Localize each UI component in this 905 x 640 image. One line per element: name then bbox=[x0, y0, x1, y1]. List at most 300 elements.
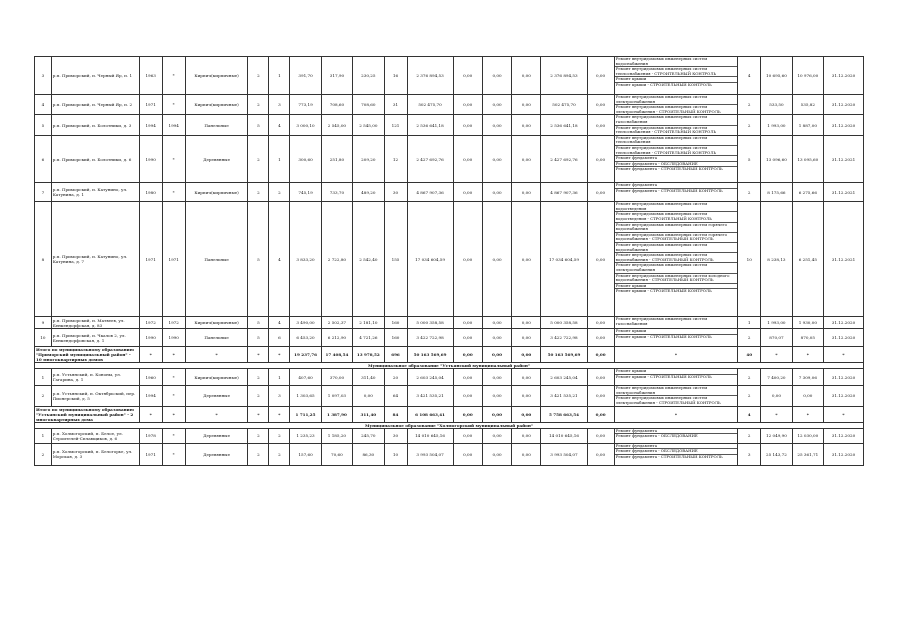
table-cell: 31.12.2021 bbox=[824, 135, 864, 183]
total-cell: 4 bbox=[738, 406, 761, 422]
table-cell: 1 930,00 bbox=[792, 317, 823, 329]
table-cell: 3 833,20 bbox=[290, 202, 321, 317]
rows-group-b bbox=[35, 317, 864, 347]
table-cell: 0,00 bbox=[512, 57, 541, 95]
table-cell: 1 235,23 bbox=[290, 428, 321, 443]
work-item: Ремонт внутридомовых инженерных систем водоснабжения bbox=[615, 243, 738, 253]
table-cell: 31.12.2020 bbox=[824, 317, 864, 329]
total-cell: * bbox=[614, 406, 738, 422]
row-number-cell: 3 bbox=[35, 57, 52, 95]
works-list bbox=[614, 202, 738, 317]
table-cell: 2 bbox=[738, 329, 761, 347]
address-cell: р.п. Приморский, п. Катунино, ул. Катунина, д. 7 bbox=[51, 202, 139, 317]
table-cell: 14 010 645,16 bbox=[407, 428, 453, 443]
table-cell: 0,00 bbox=[587, 317, 614, 329]
table-cell: 1971 bbox=[162, 202, 185, 317]
table-cell: 0,00 bbox=[453, 428, 482, 443]
table-cell: 1994 bbox=[139, 115, 162, 135]
table-cell: 0,00 bbox=[587, 115, 614, 135]
total-cell: 13 978,52 bbox=[353, 347, 384, 363]
row-number-cell: 2 bbox=[35, 386, 52, 406]
table-cell: 1 097,03 bbox=[321, 386, 352, 406]
table-cell: 3 490,00 bbox=[290, 317, 321, 329]
table-cell: * bbox=[162, 183, 185, 202]
table-cell: Кирпич(кирпичные) bbox=[185, 369, 248, 386]
table-cell: 0,00 bbox=[482, 115, 511, 135]
table-cell: 5 bbox=[248, 329, 269, 347]
table-cell: 0,00 bbox=[482, 95, 511, 115]
table-cell: 31.12.2020 bbox=[824, 386, 864, 406]
table-cell: 1963 bbox=[139, 57, 162, 95]
total-cell: 0,00 bbox=[453, 406, 482, 422]
table-cell: 31.12.2020 bbox=[824, 428, 864, 443]
table-cell: 2 502,37 bbox=[321, 317, 352, 329]
table-cell: 0,00 bbox=[512, 386, 541, 406]
table-cell: 3 bbox=[269, 95, 290, 115]
table-cell: 489,20 bbox=[353, 183, 384, 202]
table-cell: 0,00 bbox=[453, 115, 482, 135]
table-cell: 4 721,26 bbox=[353, 329, 384, 347]
table-row bbox=[35, 443, 864, 466]
address-cell: р.п. Приморский, п. Болотники, д. 3 bbox=[51, 115, 139, 135]
table-cell: 2 bbox=[248, 443, 269, 466]
table-cell: 0,00 bbox=[482, 369, 511, 386]
table-cell: 2 bbox=[738, 386, 761, 406]
table-cell: 0,00 bbox=[587, 202, 614, 317]
work-item: Ремонт внутридомовых инженерных систем теплоснабжения - СТРОИТЕЛЬНЫЙ КОНТРОЛЬ bbox=[615, 124, 717, 135]
total-cell: * bbox=[162, 406, 185, 422]
total-cell: * bbox=[824, 347, 864, 363]
total-cell: 40 bbox=[738, 347, 761, 363]
rows-group-d bbox=[35, 428, 864, 466]
total-cell: * bbox=[269, 347, 290, 363]
work-item: Ремонт внутридомовых инженерных систем электроснабжения - СТРОИТЕЛЬНЫЙ КОНТРОЛЬ bbox=[615, 104, 721, 114]
table-cell: 300,60 bbox=[290, 135, 321, 183]
table-cell: 0,00 bbox=[512, 369, 541, 386]
work-item: Ремонт внутридомовых инженерных систем теплоснабжения - СТРОИТЕЛЬНЫЙ КОНТРОЛЬ bbox=[615, 146, 738, 156]
table-cell: 0,00 bbox=[512, 317, 541, 329]
table-cell: 3 422 722,98 bbox=[541, 329, 587, 347]
table-cell: 17 034 604,59 bbox=[407, 202, 453, 317]
table-cell: 1 bbox=[269, 57, 290, 95]
table-cell: 502 475,70 bbox=[541, 95, 587, 115]
table-cell: 31.12.2020 bbox=[824, 329, 864, 347]
table-cell: 6 251,45 bbox=[792, 202, 823, 317]
table-cell: 0,00 bbox=[482, 135, 511, 183]
table-cell: Деревянные bbox=[185, 386, 248, 406]
table-cell: 1960 bbox=[139, 369, 162, 386]
work-item: Ремонт крыши bbox=[615, 369, 738, 375]
table-cell: 0,00 bbox=[482, 329, 511, 347]
total-cell: * bbox=[185, 347, 248, 363]
work-item: Ремонт фундамента bbox=[615, 429, 738, 435]
table-cell: 870,05 bbox=[792, 329, 823, 347]
table-cell: 5 bbox=[738, 135, 761, 183]
table-cell: 3 000,10 bbox=[290, 115, 321, 135]
table-cell: 0,00 bbox=[453, 317, 482, 329]
table-cell: 2 bbox=[248, 95, 269, 115]
table-cell: 30 bbox=[384, 428, 407, 443]
row-number-cell: 7 bbox=[35, 183, 52, 202]
table-cell: 3 421 535,21 bbox=[407, 386, 453, 406]
table-cell: 13 096,60 bbox=[761, 135, 792, 183]
table-cell: 20 bbox=[384, 369, 407, 386]
table-cell: 121 bbox=[384, 115, 407, 135]
total-cell: 50 163 569,69 bbox=[541, 347, 587, 363]
table-cell: 31.12.2020 bbox=[824, 115, 864, 135]
row-number-cell: 4 bbox=[35, 95, 52, 115]
table-cell: Деревянные bbox=[185, 428, 248, 443]
table-cell: 2 603 245,04 bbox=[407, 369, 453, 386]
total-cell: 1 711,25 bbox=[290, 406, 321, 422]
table-cell: 1 bbox=[269, 369, 290, 386]
table-cell: 2 545,00 bbox=[321, 115, 352, 135]
table-cell: 0,00 bbox=[512, 95, 541, 115]
address-cell: р.п. Устьянский, п. Кононы, ул. Гагарина, д. 1 bbox=[51, 369, 139, 386]
table-cell: * bbox=[162, 369, 185, 386]
table-cell: * bbox=[162, 428, 185, 443]
table-cell: 0,00 bbox=[512, 135, 541, 183]
table-cell: 6 275,66 bbox=[792, 183, 823, 202]
total-cell: 84 bbox=[384, 406, 407, 422]
table-cell: 370,00 bbox=[321, 369, 352, 386]
work-item: Ремонт фундамента - ОБСЛЕДОВАНИЕ bbox=[615, 433, 698, 439]
table-cell: 1 887,00 bbox=[792, 115, 823, 135]
rows-group-a bbox=[35, 57, 864, 202]
table-cell: * bbox=[162, 57, 185, 95]
total-cell: 0,00 bbox=[453, 347, 482, 363]
work-item: Ремонт внутридомовых инженерных систем водоотведения - СТРОИТЕЛЬНЫЙ КОНТРОЛЬ bbox=[615, 212, 738, 222]
works-list bbox=[614, 183, 738, 202]
table-cell: 5 bbox=[248, 202, 269, 317]
table-cell: 2 181,10 bbox=[353, 317, 384, 329]
table-cell: 2 bbox=[738, 183, 761, 202]
works-list bbox=[614, 95, 738, 115]
total-ustyansky bbox=[35, 406, 864, 428]
table-cell: 25 143,72 bbox=[761, 443, 792, 466]
table-cell: 1990 bbox=[139, 329, 162, 347]
table-cell: 16 bbox=[384, 57, 407, 95]
table-cell: 2 bbox=[248, 183, 269, 202]
address-cell: р.п. Приморский, п. Катунино, ул. Катунина, д. 1 bbox=[51, 183, 139, 202]
table-cell: Кирпич(кирпичные) bbox=[185, 57, 248, 95]
works-list bbox=[614, 428, 738, 443]
table-cell: 1971 bbox=[139, 443, 162, 466]
table-cell: 1980 bbox=[139, 183, 162, 202]
table-row bbox=[35, 202, 864, 317]
table-cell: 1972 bbox=[162, 317, 185, 329]
table-cell: 0,00 bbox=[482, 386, 511, 406]
table-cell: 10 bbox=[738, 202, 761, 317]
table-cell: 0,00 bbox=[587, 95, 614, 115]
work-item: Ремонт фундамента - СТРОИТЕЛЬНЫЙ КОНТРОЛЬ bbox=[615, 166, 723, 172]
table-cell: 8 175,66 bbox=[761, 183, 792, 202]
address-cell: р.п. Холмогорский, п. Белое, ул. Строителей-Сплавщиков, д. 6 bbox=[51, 428, 139, 443]
table-cell: 3 bbox=[269, 386, 290, 406]
table-cell: 2 545,00 bbox=[353, 115, 384, 135]
table-cell: 0,00 bbox=[453, 183, 482, 202]
table-cell: 251,80 bbox=[321, 135, 352, 183]
total-cell: 0,00 bbox=[512, 347, 541, 363]
work-item: Ремонт внутридомовых инженерных систем водоотведения bbox=[615, 202, 738, 212]
table-cell: * bbox=[162, 443, 185, 466]
table-cell: 1 993,00 bbox=[761, 115, 792, 135]
table-cell: 5 bbox=[248, 115, 269, 135]
table-cell: 3 993 504,07 bbox=[407, 443, 453, 466]
table-cell: 0,00 bbox=[512, 183, 541, 202]
table-cell: Панельные bbox=[185, 115, 248, 135]
total-cell: * bbox=[185, 406, 248, 422]
work-item: Ремонт внутридомовых инженерных систем теплоснабжения - СТРОИТЕЛЬНЫЙ КОНТРОЛЬ bbox=[615, 67, 738, 77]
table-cell: 31.12.2021 bbox=[824, 183, 864, 202]
table-cell: 317,90 bbox=[321, 57, 352, 95]
table-cell: 4 bbox=[269, 317, 290, 329]
work-item: Ремонт внутридомовых инженерных систем теплоснабжения bbox=[615, 136, 738, 146]
work-item: Ремонт внутридомовых инженерных систем электроснабжения bbox=[615, 263, 738, 273]
table-cell: 1990 bbox=[162, 329, 185, 347]
total-cell: 0,00 bbox=[512, 406, 541, 422]
row-number-cell: 10 bbox=[35, 329, 52, 347]
capital-repair-register-table bbox=[34, 56, 864, 466]
table-cell: 2 542,40 bbox=[353, 202, 384, 317]
work-item: Ремонт фундамента - СТРОИТЕЛЬНЫЙ КОНТРОЛЬ bbox=[615, 187, 723, 193]
table-cell: 535,82 bbox=[792, 95, 823, 115]
table-cell: 0,00 bbox=[587, 443, 614, 466]
work-item: Ремонт крыши - СТРОИТЕЛЬНЫЙ КОНТРОЛЬ bbox=[615, 81, 712, 87]
table-cell: 1971 bbox=[139, 95, 162, 115]
table-cell: 2 722,80 bbox=[321, 202, 352, 317]
table-cell: 870,07 bbox=[761, 329, 792, 347]
table-cell: * bbox=[162, 135, 185, 183]
table-cell: 31.12.2020 bbox=[824, 57, 864, 95]
total-cell: 0,00 bbox=[587, 406, 614, 422]
table-cell: 391,70 bbox=[290, 57, 321, 95]
table-cell: 1972 bbox=[139, 317, 162, 329]
table-row bbox=[35, 95, 864, 115]
table-cell: 30 bbox=[384, 183, 407, 202]
address-cell: р.п. Приморский, п. Матвеев, ул. Бенкендорфская, д. 83 bbox=[51, 317, 139, 329]
table-cell: 0,00 bbox=[453, 443, 482, 466]
address-cell: р.п. Приморский, п. Болотники, д. 6 bbox=[51, 135, 139, 183]
table-cell: 0,00 bbox=[512, 428, 541, 443]
row-number-cell: 6 bbox=[35, 135, 52, 183]
table-cell: 86,30 bbox=[353, 443, 384, 466]
table-cell: 2 bbox=[269, 183, 290, 202]
work-item: Ремонт крыши bbox=[615, 284, 738, 290]
table-cell: 0,00 bbox=[482, 317, 511, 329]
total-cell: 0,00 bbox=[482, 347, 511, 363]
table-cell: 0,00 bbox=[453, 202, 482, 317]
table-cell: 155 bbox=[384, 202, 407, 317]
table-cell: 31.12.2020 bbox=[824, 95, 864, 115]
table-row bbox=[35, 57, 864, 95]
table-row bbox=[35, 115, 864, 135]
table-cell: 13 095,60 bbox=[792, 135, 823, 183]
table-cell: 0,00 bbox=[482, 202, 511, 317]
table-cell: 160 bbox=[384, 329, 407, 347]
table-row bbox=[35, 317, 864, 329]
table-cell: 3 bbox=[738, 443, 761, 466]
table-cell: 12 049,90 bbox=[761, 428, 792, 443]
address-cell: р.п. Приморский, п. Черный Яр, п. 1 bbox=[51, 57, 139, 95]
table-cell: 0,00 bbox=[453, 329, 482, 347]
table-cell: 0,00 bbox=[587, 369, 614, 386]
table-cell: 8 238,13 bbox=[761, 202, 792, 317]
total-cell: * bbox=[248, 406, 269, 422]
table-cell: 4 867 907,36 bbox=[407, 183, 453, 202]
table-cell: 0,00 bbox=[453, 95, 482, 115]
table-cell: 2 376 894,53 bbox=[541, 57, 587, 95]
table-cell: Деревянные bbox=[185, 443, 248, 466]
works-list bbox=[614, 57, 738, 95]
work-item: Ремонт крыши bbox=[615, 77, 738, 83]
table-cell: 2 536 641,18 bbox=[541, 115, 587, 135]
total-cell: 0,00 bbox=[587, 347, 614, 363]
work-item: Ремонт внутридомовых инженерных систем холодного водоснабжения - СТРОИТЕЛЬНЫЙ КОНТРОЛЬ bbox=[615, 274, 738, 284]
works-list bbox=[614, 329, 738, 347]
total-cell: * bbox=[269, 406, 290, 422]
table-cell: 0,00 bbox=[453, 135, 482, 183]
table-cell: 0,00 bbox=[482, 428, 511, 443]
table-cell: Панельные bbox=[185, 329, 248, 347]
table-row bbox=[35, 329, 864, 347]
section-heading-ustyansky: Муниципальное образование "Устьянский муниципальный район" bbox=[35, 363, 864, 369]
table-cell: 3 422 722,98 bbox=[407, 329, 453, 347]
work-item: Ремонт фундамента - ОБСЛЕДОВАНИЕ bbox=[615, 162, 738, 168]
table-row bbox=[35, 135, 864, 183]
table-cell: 6 bbox=[269, 329, 290, 347]
works-list bbox=[614, 369, 738, 386]
total-label: Итого по муниципальному образованию "Приморский муниципальный район" - 10 многоквартирных домов bbox=[35, 347, 140, 363]
table-row bbox=[35, 183, 864, 202]
table-cell: * bbox=[162, 386, 185, 406]
total-cell: * bbox=[792, 347, 823, 363]
table-cell: 0,00 bbox=[587, 57, 614, 95]
table-cell: 2 bbox=[738, 369, 761, 386]
table-cell: 230,25 bbox=[353, 57, 384, 95]
table-cell: 2 427 692,76 bbox=[407, 135, 453, 183]
table-cell: 2 376 894,53 bbox=[407, 57, 453, 95]
table-cell: 10 695,60 bbox=[761, 57, 792, 95]
table-cell: 407,60 bbox=[290, 369, 321, 386]
works-list bbox=[614, 386, 738, 406]
table-row bbox=[35, 369, 864, 386]
work-item: Ремонт фундамента bbox=[615, 444, 738, 450]
work-item: Ремонт внутридомовых инженерных систем электроснабжения bbox=[615, 95, 738, 105]
row-number-cell: 9 bbox=[35, 317, 52, 329]
table-cell: 14 010 645,16 bbox=[541, 428, 587, 443]
table-cell: 0,00 bbox=[482, 183, 511, 202]
total-cell: 311,40 bbox=[353, 406, 384, 422]
total-cell: 1 387,90 bbox=[321, 406, 352, 422]
table-cell: 1 303,65 bbox=[290, 386, 321, 406]
table-cell: 1 bbox=[738, 317, 761, 329]
table-cell: 2 bbox=[248, 386, 269, 406]
row-number-cell: 1 bbox=[35, 428, 52, 443]
table-cell: 0,00 bbox=[792, 386, 823, 406]
work-item: Ремонт внутридомовых инженерных систем электроснабжения bbox=[615, 386, 738, 396]
work-item: Ремонт внутридомовых инженерных систем горячего водоснабжения - СТРОИТЕЛЬНЫЙ КОНТРОЛЬ bbox=[615, 233, 738, 243]
table-cell: 245,70 bbox=[353, 428, 384, 443]
table-cell: 1 bbox=[269, 135, 290, 183]
table-cell: 0,00 bbox=[482, 57, 511, 95]
table-cell: 708,60 bbox=[353, 95, 384, 115]
total-cell: 50 163 569,69 bbox=[407, 347, 453, 363]
table-cell: Кирпич(кирпичные) bbox=[185, 95, 248, 115]
table-cell: 2 bbox=[269, 443, 290, 466]
address-cell: р.п. Приморский, п. Черный Яр, п. 2 bbox=[51, 95, 139, 115]
table-cell: 0,00 bbox=[587, 183, 614, 202]
table-cell: 0,00 bbox=[512, 443, 541, 466]
table-cell: 31 bbox=[384, 95, 407, 115]
table-row bbox=[35, 428, 864, 443]
section-heading-kholmogorsky: Муниципальное образование "Холмогорский муниципальный район" bbox=[35, 422, 864, 428]
table-cell: 0,00 bbox=[482, 443, 511, 466]
table-cell: Кирпич(кирпичные) bbox=[185, 317, 248, 329]
address-cell: р.п. Приморский, п. Чкалов 2, ул. Бенкендорфовская, д. 1 bbox=[51, 329, 139, 347]
table-cell: 6 212,90 bbox=[321, 329, 352, 347]
rows-group-c bbox=[35, 369, 864, 406]
table-cell: 0,00 bbox=[587, 135, 614, 183]
table-cell: 31.12.2020 bbox=[824, 369, 864, 386]
table-cell: 4 bbox=[269, 202, 290, 317]
total-cell: * bbox=[248, 347, 269, 363]
table-cell: 10 bbox=[384, 443, 407, 466]
table-cell: 12 030,00 bbox=[792, 428, 823, 443]
total-cell: * bbox=[824, 406, 864, 422]
table-cell: Панельные bbox=[185, 202, 248, 317]
table-cell: 311,40 bbox=[353, 369, 384, 386]
table-cell: 2 bbox=[248, 369, 269, 386]
table-cell: 0,00 bbox=[512, 115, 541, 135]
table-cell: 502 475,70 bbox=[407, 95, 453, 115]
table-cell: 0,00 bbox=[453, 57, 482, 95]
table-cell: 12 bbox=[384, 135, 407, 183]
total-cell: * bbox=[792, 406, 823, 422]
table-cell: 2 bbox=[738, 428, 761, 443]
work-item: Ремонт внутридомовых инженерных систем водоснабжения bbox=[615, 57, 738, 67]
table-cell: 4 bbox=[269, 115, 290, 135]
table-cell: 2 427 692,76 bbox=[541, 135, 587, 183]
work-item: Ремонт внутридомовых инженерных систем горячего водоснабжения bbox=[615, 223, 738, 233]
works-list bbox=[614, 443, 738, 466]
table-cell: 5 000 358,58 bbox=[407, 317, 453, 329]
table-cell: 4 867 907,36 bbox=[541, 183, 587, 202]
work-item: Ремонт крыши - СТРОИТЕЛЬНЫЙ КОНТРОЛЬ bbox=[615, 333, 712, 339]
table-cell: 0,00 bbox=[761, 386, 792, 406]
table-cell: 1990 bbox=[139, 135, 162, 183]
table-cell: 0,00 bbox=[453, 386, 482, 406]
work-item: Ремонт крыши - СТРОИТЕЛЬНЫЙ КОНТРОЛЬ bbox=[615, 373, 712, 379]
table-row bbox=[35, 386, 864, 406]
table-cell: 533,50 bbox=[761, 95, 792, 115]
table-cell: 2 bbox=[248, 57, 269, 95]
table-cell: 17 034 604,59 bbox=[541, 202, 587, 317]
table-cell: 1 993,00 bbox=[761, 317, 792, 329]
total-label: Итого по муниципальному образованию "Устьянский муниципальный район" - 2 многоквартирных дома bbox=[35, 406, 140, 422]
work-item: Ремонт фундамента bbox=[615, 183, 738, 189]
table-cell: 1 185,20 bbox=[321, 428, 352, 443]
table-cell: 1978 bbox=[139, 428, 162, 443]
work-item: Ремонт фундамента - ОБСЛЕДОВАНИЕ bbox=[615, 449, 738, 455]
table-cell: 0,00 bbox=[512, 202, 541, 317]
table-cell: 0,00 bbox=[587, 329, 614, 347]
table-cell: 209,20 bbox=[353, 135, 384, 183]
total-cell: 5 758 663,54 bbox=[541, 406, 587, 422]
table-cell: 0,00 bbox=[453, 369, 482, 386]
table-cell: 7 309,06 bbox=[792, 369, 823, 386]
total-cell: 696 bbox=[384, 347, 407, 363]
